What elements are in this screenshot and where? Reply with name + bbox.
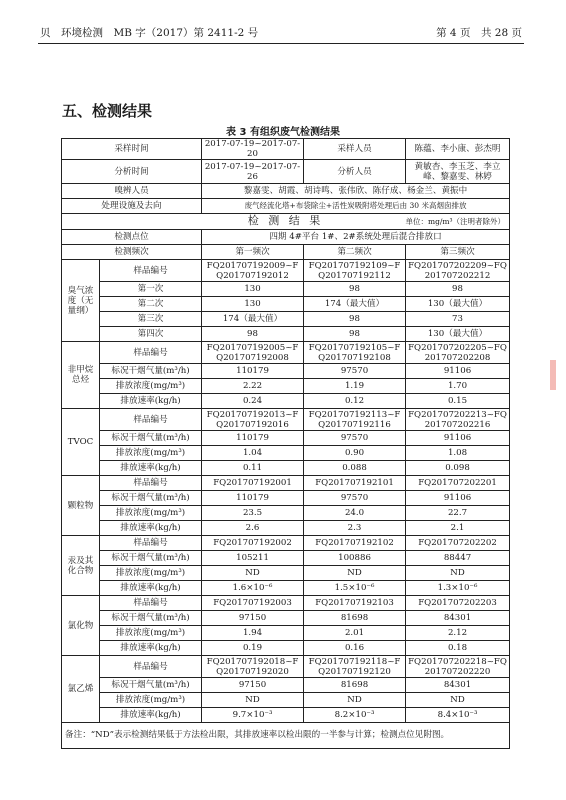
sampler-label: 采样人员 [304, 139, 406, 160]
sample-id-label: 样品编号 [100, 536, 202, 551]
result-value: 1.3×10⁻⁶ [406, 581, 510, 596]
sample-id-label: 样品编号 [100, 342, 202, 364]
sample-id: FQ201707192109~FQ201707192112 [304, 260, 406, 282]
row-label: 排放浓度(mg/m³) [100, 626, 202, 641]
table-row [62, 491, 510, 506]
sampler: 陈蕴、李小康、彭杰明 [406, 139, 510, 160]
result-value: 97150 [202, 678, 304, 693]
sample-id: FQ201707192001 [202, 476, 304, 491]
result-value: 97570 [304, 364, 406, 379]
table-row [62, 536, 510, 551]
result-value: 0.088 [304, 461, 406, 476]
result-value: 97570 [304, 431, 406, 446]
table-row [62, 476, 510, 491]
table-row [62, 394, 510, 409]
sample-id: FQ201707192118~FQ201707192120 [304, 656, 406, 678]
result-value: 174（最大值） [304, 297, 406, 312]
row-label: 排放浓度(mg/m³) [100, 379, 202, 394]
section-title: 五、检测结果 [62, 102, 153, 120]
row-label: 排放速率(kg/h) [100, 461, 202, 476]
sample-id: FQ201707202209~FQ201707202212 [406, 260, 510, 282]
result-value: 100886 [304, 551, 406, 566]
freq-3: 第三频次 [406, 245, 510, 260]
result-value: 0.11 [202, 461, 304, 476]
sample-id: FQ201707192105~FQ201707192108 [304, 342, 406, 364]
freq-1: 第一频次 [202, 245, 304, 260]
result-value: 0.098 [406, 461, 510, 476]
table-row [62, 596, 510, 611]
sample-id: FQ201707192009~FQ201707192012 [202, 260, 304, 282]
result-value: 1.19 [304, 379, 406, 394]
analyst-label: 分析人员 [304, 160, 406, 184]
pollutant-name: 颗粒物 [62, 476, 100, 536]
sample-id: FQ201707192002 [202, 536, 304, 551]
row-label: 标况干烟气量(m³/h) [100, 611, 202, 626]
result-value: 130 [202, 282, 304, 297]
result-value: 0.16 [304, 641, 406, 656]
result-value: 1.70 [406, 379, 510, 394]
unit-note: 单位：mg/m³（注明者除外） [405, 217, 506, 226]
row-label: 排放浓度(mg/m³) [100, 693, 202, 708]
table-row [62, 461, 510, 476]
odor-panel: 黎嘉雯、胡霞、胡诗鸣、张伟欣、陈仔成、杨金兰、黄振中 [202, 184, 510, 199]
sample-id: FQ201707202202 [406, 536, 510, 551]
table-row [62, 260, 510, 282]
result-value: 98 [304, 327, 406, 342]
row-label: 标况干烟气量(m³/h) [100, 364, 202, 379]
sample-id: FQ201707192018~FQ201707192020 [202, 656, 304, 678]
result-value: 91106 [406, 431, 510, 446]
pollutant-name: 氯化物 [62, 596, 100, 656]
result-value: 81698 [304, 611, 406, 626]
table-row [62, 342, 510, 364]
table-row [62, 693, 510, 708]
process: 废气经流化塔+布袋除尘+活性炭吸附塔处理后由 30 米高烟囱排放 [202, 199, 510, 214]
table-row [62, 641, 510, 656]
results-table-body [62, 139, 510, 749]
table-row [62, 626, 510, 641]
row-label: 排放速率(kg/h) [100, 641, 202, 656]
sample-id: FQ201707202201 [406, 476, 510, 491]
table-row [62, 230, 510, 245]
sample-id: FQ201707192005~FQ201707192008 [202, 342, 304, 364]
result-value: 174（最大值） [202, 312, 304, 327]
table-row [62, 245, 510, 260]
result-value: 84301 [406, 611, 510, 626]
sample-id: FQ201707192101 [304, 476, 406, 491]
pollutant-name: 氯乙烯 [62, 656, 100, 723]
result-value: 2.22 [202, 379, 304, 394]
result-value: 0.12 [304, 394, 406, 409]
header-rule [38, 43, 524, 44]
note: 备注：“ND”表示检测结果低于方法检出限，其排放速率以检出限的一半参与计算；检测点位见附图。 [62, 723, 510, 749]
pollutant-name: 臭气浓度（无量纲） [62, 260, 100, 342]
sample-id: FQ201707202203 [406, 596, 510, 611]
result-value: 110179 [202, 431, 304, 446]
result-value: 22.7 [406, 506, 510, 521]
result-value: ND [202, 566, 304, 581]
process-label: 处理设施及去向 [62, 199, 202, 214]
result-value: 130 [202, 297, 304, 312]
table-row [62, 312, 510, 327]
header-report-number: 贝 环境检测 MB 字（2017）第 2411-2 号 [40, 27, 259, 39]
result-value: 9.7×10⁻³ [202, 708, 304, 723]
table-row [62, 214, 510, 230]
table-row [62, 327, 510, 342]
result-value: ND [406, 566, 510, 581]
result-value: 88447 [406, 551, 510, 566]
sample-id-label: 样品编号 [100, 596, 202, 611]
row-label: 第三次 [100, 312, 202, 327]
header-page-number: 第 4 页 共 28 页 [436, 27, 522, 39]
results-table-wrap [61, 138, 509, 749]
sample-id: FQ201707192113~FQ201707192116 [304, 409, 406, 431]
sample-id-label: 样品编号 [100, 656, 202, 678]
row-label: 标况干烟气量(m³/h) [100, 431, 202, 446]
sample-id-label: 样品编号 [100, 409, 202, 431]
result-value: 98 [304, 282, 406, 297]
sampling-time-label: 采样时间 [62, 139, 202, 160]
result-value: 130（最大值） [406, 327, 510, 342]
row-label: 排放速率(kg/h) [100, 394, 202, 409]
table-row [62, 282, 510, 297]
result-value: 8.4×10⁻³ [406, 708, 510, 723]
odor-panel-label: 嗅辨人员 [62, 184, 202, 199]
analysis-time: 2017-07-19~2017-07-26 [202, 160, 304, 184]
table-row [62, 364, 510, 379]
table-row [62, 656, 510, 678]
table-row [62, 551, 510, 566]
result-value: 2.12 [406, 626, 510, 641]
result-value: 105211 [202, 551, 304, 566]
result-value: ND [304, 566, 406, 581]
row-label: 标况干烟气量(m³/h) [100, 491, 202, 506]
result-value: 0.24 [202, 394, 304, 409]
result-value: 0.90 [304, 446, 406, 461]
result-value: 130（最大值） [406, 297, 510, 312]
result-value: 1.6×10⁻⁶ [202, 581, 304, 596]
result-value: 84301 [406, 678, 510, 693]
result-value: 91106 [406, 491, 510, 506]
row-label: 排放速率(kg/h) [100, 521, 202, 536]
result-value: 24.0 [304, 506, 406, 521]
sampling-time: 2017-07-19~2017-07-20 [202, 139, 304, 160]
result-value: 2.1 [406, 521, 510, 536]
result-value: 23.5 [202, 506, 304, 521]
result-value: ND [406, 693, 510, 708]
results-title: 检 测 结 果 [247, 214, 324, 227]
pollutant-name: TVOC [62, 409, 100, 476]
result-value: 8.2×10⁻³ [304, 708, 406, 723]
point: 四期 4#平台 1#、2#系统处理后混合排放口 [202, 230, 510, 245]
result-value: 91106 [406, 364, 510, 379]
result-value: 2.3 [304, 521, 406, 536]
table-row [62, 160, 510, 184]
table-row [62, 678, 510, 693]
table-row [62, 581, 510, 596]
sample-id: FQ201707192102 [304, 536, 406, 551]
sample-id: FQ201707192013~FQ201707192016 [202, 409, 304, 431]
result-value: ND [304, 693, 406, 708]
row-label: 排放速率(kg/h) [100, 708, 202, 723]
result-value: 110179 [202, 364, 304, 379]
table-row [62, 431, 510, 446]
sample-id: FQ201707202218~FQ201707202220 [406, 656, 510, 678]
result-value: 98 [406, 282, 510, 297]
result-value: 2.01 [304, 626, 406, 641]
freq-label: 检测频次 [62, 245, 202, 260]
result-value: 1.04 [202, 446, 304, 461]
row-label: 排放浓度(mg/m³) [100, 446, 202, 461]
result-value: 1.94 [202, 626, 304, 641]
table-row [62, 199, 510, 214]
result-value: 81698 [304, 678, 406, 693]
row-label: 排放浓度(mg/m³) [100, 506, 202, 521]
sample-id: FQ201707192003 [202, 596, 304, 611]
row-label: 标况干烟气量(m³/h) [100, 678, 202, 693]
table-row [62, 446, 510, 461]
result-value: 98 [304, 312, 406, 327]
table-row [62, 506, 510, 521]
result-value: 97150 [202, 611, 304, 626]
sample-id: FQ201707202213~FQ201707202216 [406, 409, 510, 431]
result-value: 0.18 [406, 641, 510, 656]
result-value: 0.15 [406, 394, 510, 409]
row-label: 第二次 [100, 297, 202, 312]
table-row [62, 566, 510, 581]
results-title-cell [62, 214, 510, 230]
result-value: 73 [406, 312, 510, 327]
result-value: 1.5×10⁻⁶ [304, 581, 406, 596]
sample-id-label: 样品编号 [100, 476, 202, 491]
row-label: 第一次 [100, 282, 202, 297]
result-value: 1.08 [406, 446, 510, 461]
table-row [62, 184, 510, 199]
result-value: 97570 [304, 491, 406, 506]
row-label: 第四次 [100, 327, 202, 342]
emission-results-table [61, 138, 510, 749]
result-value: 98 [202, 327, 304, 342]
result-value: 0.19 [202, 641, 304, 656]
table-row [62, 379, 510, 394]
row-label: 标况干烟气量(m³/h) [100, 551, 202, 566]
analysis-time-label: 分析时间 [62, 160, 202, 184]
point-label: 检测点位 [62, 230, 202, 245]
table-row [62, 708, 510, 723]
table-title: 表 3 有组织废气检测结果 [226, 127, 340, 138]
table-row [62, 297, 510, 312]
result-value: ND [202, 693, 304, 708]
table-row [62, 409, 510, 431]
sample-id: FQ201707192103 [304, 596, 406, 611]
pollutant-name: 汞及其化合物 [62, 536, 100, 596]
result-value: 2.6 [202, 521, 304, 536]
sample-id-label: 样品编号 [100, 260, 202, 282]
seal-stamp-edge [550, 360, 556, 390]
analyst: 黄敏杏、李玉芝、李立峰、黎嘉雯、林婷 [406, 160, 510, 184]
sample-id: FQ201707202205~FQ201707202208 [406, 342, 510, 364]
table-row [62, 521, 510, 536]
table-row [62, 611, 510, 626]
row-label: 排放速率(kg/h) [100, 581, 202, 596]
row-label: 排放浓度(mg/m³) [100, 566, 202, 581]
table-row [62, 723, 510, 749]
freq-2: 第二频次 [304, 245, 406, 260]
result-value: 110179 [202, 491, 304, 506]
table-row [62, 139, 510, 160]
pollutant-name: 非甲烷总烃 [62, 342, 100, 409]
